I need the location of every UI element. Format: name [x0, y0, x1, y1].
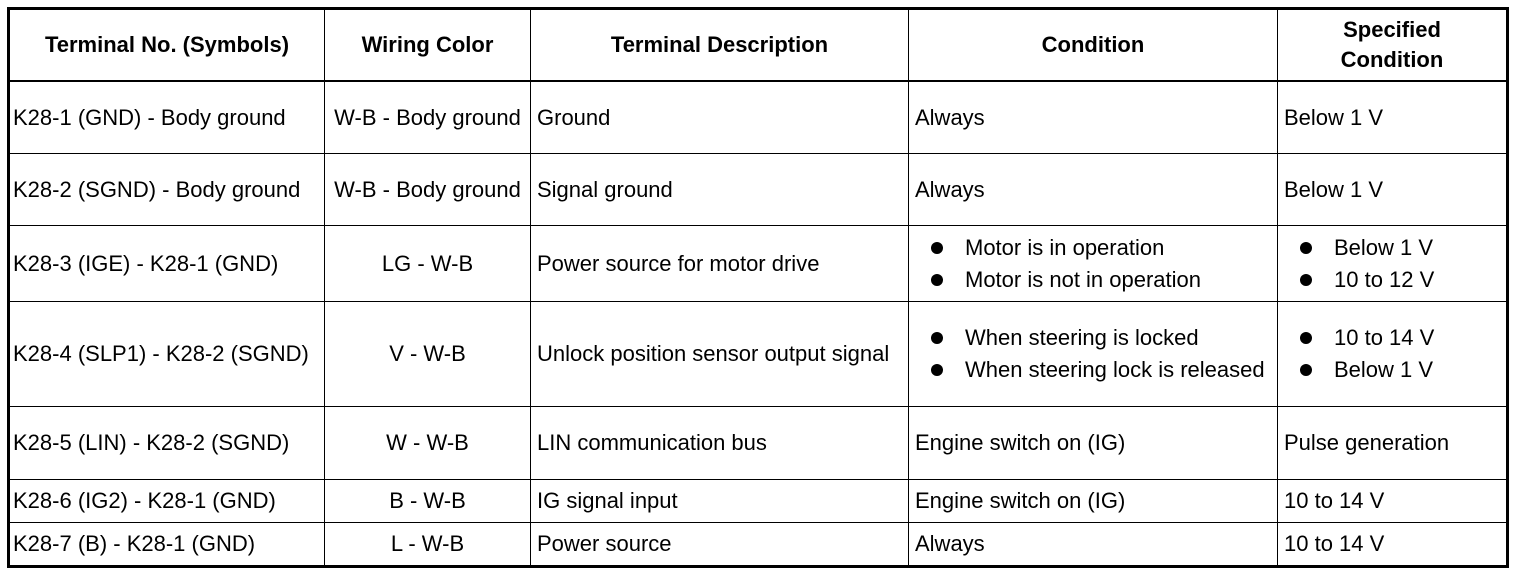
cell-specified: Pulse generation	[1278, 407, 1508, 480]
specified-item	[1300, 354, 1500, 386]
cell-condition	[909, 302, 1278, 407]
specified-item	[1300, 264, 1500, 296]
cell-wiring-color: W - W-B	[325, 407, 531, 480]
cell-wiring-color: LG - W-B	[325, 226, 531, 302]
cell-description: Power source	[531, 523, 909, 567]
bullet-icon	[1300, 242, 1312, 254]
cell-description: Signal ground	[531, 154, 909, 226]
header-specified-line2: Condition	[1340, 47, 1444, 72]
bullet-icon	[931, 242, 943, 254]
header-terminal-description: Terminal Description	[531, 9, 909, 82]
cell-condition: Always	[909, 81, 1278, 154]
cell-condition: Always	[909, 523, 1278, 567]
cell-terminal: K28-7 (B) - K28-1 (GND)	[9, 523, 325, 567]
condition-list	[915, 322, 1271, 386]
table-row	[9, 480, 1508, 523]
cell-condition	[909, 226, 1278, 302]
specified-text: 10 to 14 V	[1334, 325, 1435, 350]
specified-item	[1300, 322, 1500, 354]
header-terminal: Terminal No. (Symbols)	[9, 9, 325, 82]
condition-item	[931, 264, 1271, 296]
specified-text: 10 to 12 V	[1334, 266, 1435, 292]
cell-terminal: K28-2 (SGND) - Body ground	[9, 154, 325, 226]
cell-specified: 10 to 14 V	[1278, 480, 1508, 523]
condition-list	[915, 232, 1271, 296]
condition-item	[931, 354, 1271, 386]
cell-description: Unlock position sensor output signal	[531, 302, 909, 407]
terminal-spec-table	[7, 7, 1509, 568]
table-row	[9, 523, 1508, 567]
table-row	[9, 81, 1508, 154]
cell-terminal: K28-1 (GND) - Body ground	[9, 81, 325, 154]
bullet-icon	[931, 274, 943, 286]
header-specified-line1: Specified	[1343, 17, 1441, 42]
cell-description: LIN communication bus	[531, 407, 909, 480]
cell-condition: Engine switch on (IG)	[909, 407, 1278, 480]
specified-list	[1284, 322, 1500, 386]
condition-text: Motor is in operation	[965, 234, 1165, 260]
specified-text: Below 1 V	[1334, 234, 1434, 260]
cell-condition: Engine switch on (IG)	[909, 480, 1278, 523]
cell-wiring-color: L - W-B	[325, 523, 531, 567]
cell-wiring-color: B - W-B	[325, 480, 531, 523]
cell-terminal: K28-6 (IG2) - K28-1 (GND)	[9, 480, 325, 523]
cell-description: IG signal input	[531, 480, 909, 523]
specified-text: Below 1 V	[1334, 357, 1434, 382]
cell-specified	[1278, 302, 1508, 407]
condition-text: When steering is locked	[965, 325, 1199, 350]
header-condition: Condition	[909, 9, 1278, 82]
specified-item	[1300, 232, 1500, 264]
table-row	[9, 154, 1508, 226]
cell-wiring-color: W-B - Body ground	[325, 154, 531, 226]
cell-terminal: K28-5 (LIN) - K28-2 (SGND)	[9, 407, 325, 480]
bullet-icon	[931, 364, 943, 376]
table-row	[9, 302, 1508, 407]
header-wiring-color: Wiring Color	[325, 9, 531, 82]
cell-terminal: K28-3 (IGE) - K28-1 (GND)	[9, 226, 325, 302]
bullet-icon	[931, 332, 943, 344]
condition-item	[931, 322, 1271, 354]
cell-wiring-color: V - W-B	[325, 302, 531, 407]
cell-description: Power source for motor drive	[531, 226, 909, 302]
bullet-icon	[1300, 274, 1312, 286]
header-row	[9, 9, 1508, 82]
condition-item	[931, 232, 1271, 264]
table-row	[9, 407, 1508, 480]
cell-condition: Always	[909, 154, 1278, 226]
cell-specified: 10 to 14 V	[1278, 523, 1508, 567]
cell-description: Ground	[531, 81, 909, 154]
specified-list	[1284, 232, 1500, 296]
bullet-icon	[1300, 364, 1312, 376]
cell-wiring-color: W-B - Body ground	[325, 81, 531, 154]
condition-text: When steering lock is released	[965, 357, 1265, 382]
condition-text: Motor is not in operation	[965, 266, 1202, 292]
cell-specified: Below 1 V	[1278, 154, 1508, 226]
header-specified-condition	[1278, 9, 1508, 82]
table-row	[9, 226, 1508, 302]
bullet-icon	[1300, 332, 1312, 344]
cell-specified: Below 1 V	[1278, 81, 1508, 154]
cell-specified	[1278, 226, 1508, 302]
cell-terminal: K28-4 (SLP1) - K28-2 (SGND)	[9, 302, 325, 407]
